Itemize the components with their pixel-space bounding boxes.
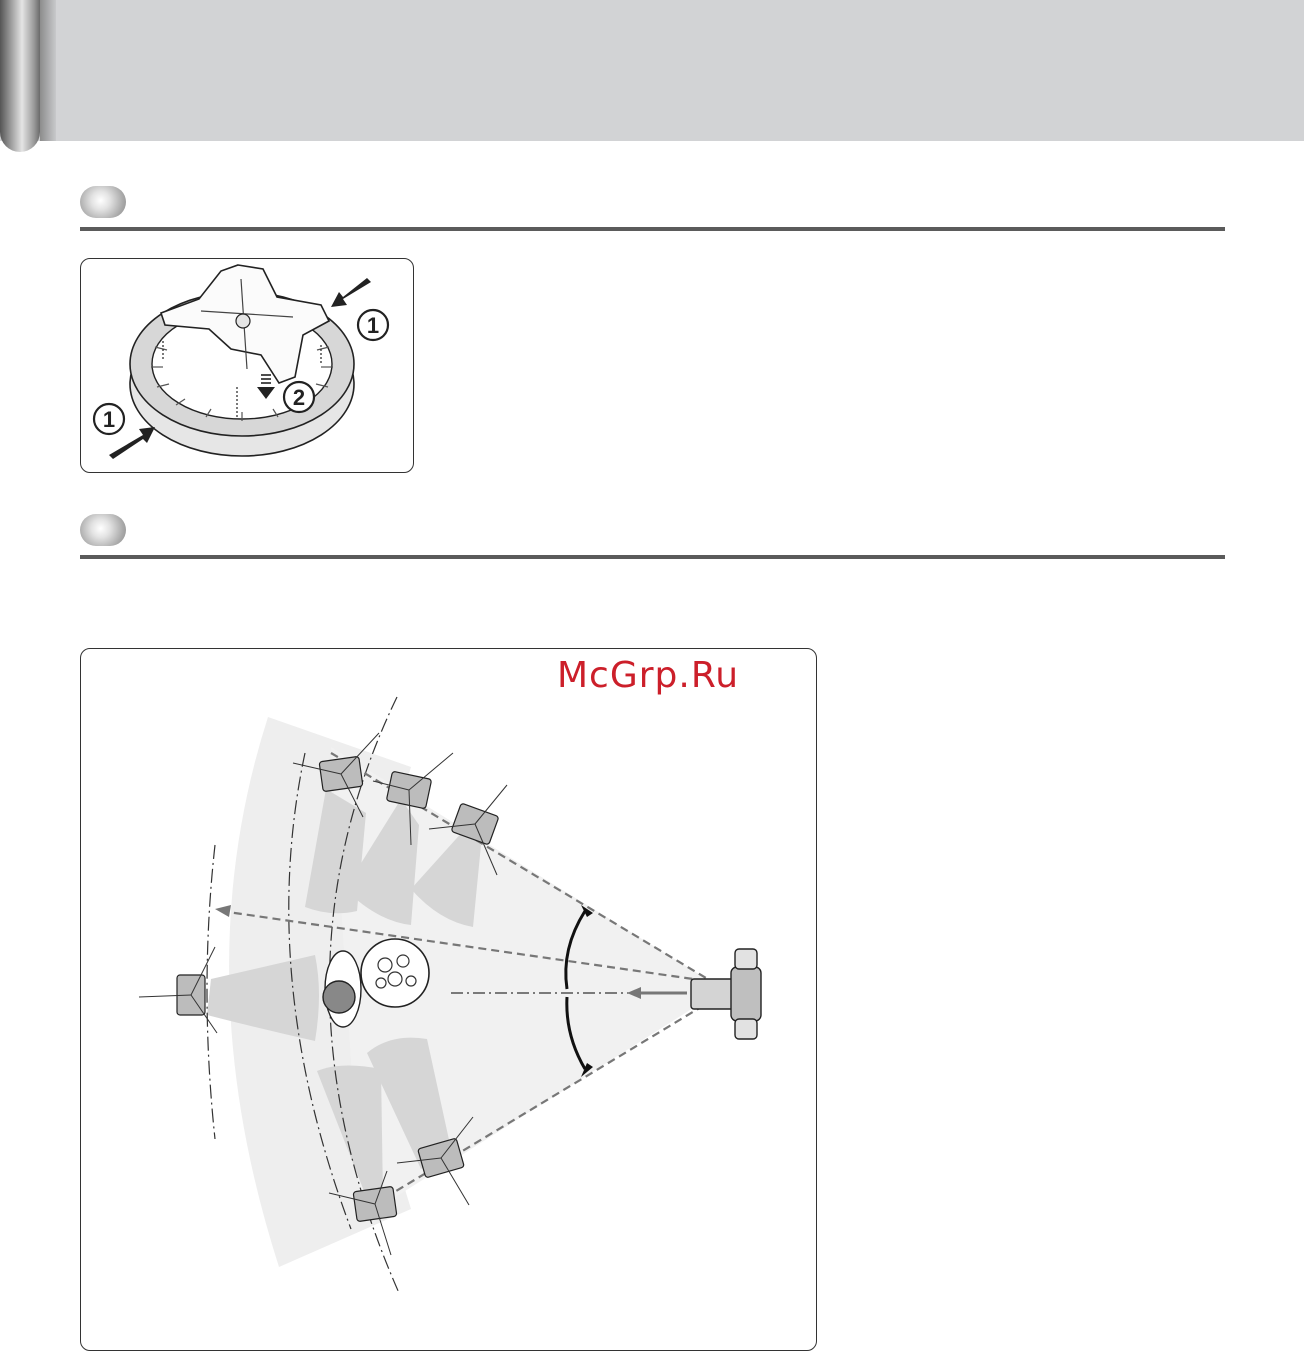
subject-head (323, 981, 355, 1013)
assembly-figure (80, 258, 414, 473)
watermark: McGrp.Ru (557, 655, 740, 696)
placement-figure (80, 648, 817, 1351)
holder-center (236, 314, 250, 328)
arrow-far-tip (215, 905, 231, 917)
placement-diagram (81, 649, 818, 1352)
step-label-1a: 1 (366, 313, 380, 338)
step-label-1b: 1 (102, 407, 116, 432)
header-tab (0, 0, 40, 152)
section-marker-2 (80, 514, 126, 546)
arrow-right-top (331, 278, 371, 307)
header-tab-shadow (40, 0, 56, 141)
section-rule-2 (80, 555, 1225, 559)
section-rule-1 (80, 227, 1225, 231)
assembly-illustration (81, 259, 415, 474)
step-label-2: 2 (292, 385, 306, 410)
header-band (0, 0, 1304, 141)
camera (691, 949, 761, 1039)
section-marker-1 (80, 186, 126, 218)
